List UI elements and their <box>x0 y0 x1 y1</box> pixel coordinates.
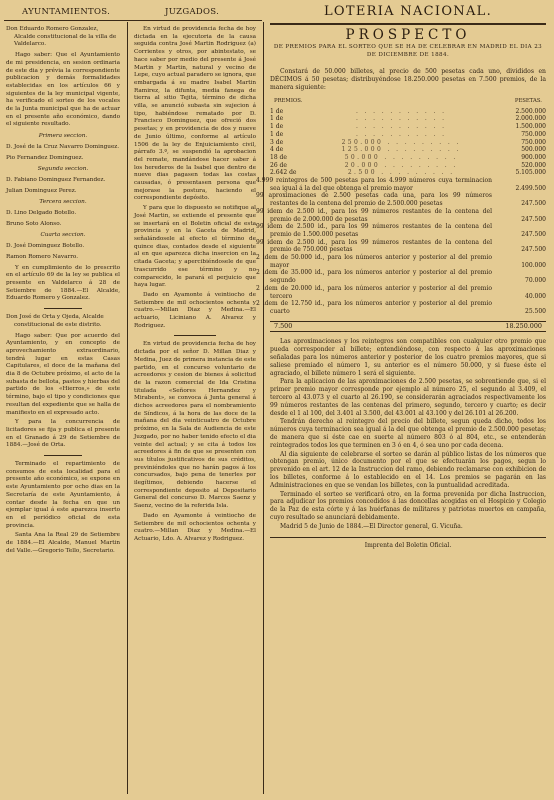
prize-detail: . . . . . . . . . . . <box>355 107 447 115</box>
edict-paragraph: En virtud de providencia fecha de hoy dictada en la ejecutoria de la causa seguida contra José Martin Rodriguez (a) Corrientes y otros, por abintestato, se hace saber por medio del presente á José Martin y Martin, natural y vecino de Lepe, cuyo actual paradero se ignora, que embargada á su madre Isabel Martin Ramirez, la difunta, media fanega de tierra al sitio Tejita, término de dicha villa, se anunció subasta sin sujecion á tipo, habiéndose rematado por D. Francisco Dominguez, que ofreció dos pesetas; y en providencia de dos y nueve de Junio último, conforme al artículo 1506 de la ley de Enjuiciamiento civil, párrafo 3.º, se suspendió la aprobacion del remate, mandándose hacer saber á los herederos de la Isabel que dentro de nueve dias pagasen todas las costas causadas, ó presentasen persona que mejorase la postura, haciendo el correspondiente depósito. <box>134 26 256 202</box>
prize-description: 2 idem de 12.750 id., para los números anterior y posterior al del premio cuarto <box>256 300 492 315</box>
member-name: Bruno Soto Alonso. <box>6 220 62 227</box>
prize-row <box>270 269 546 284</box>
prize-row <box>270 162 546 170</box>
prospecto-subtitle: DE PREMIOS PARA EL SORTEO QUE SE HA DE CELEBRAR EN MADRID EL DIA 23 DE DICIEMBRE DE 1884. <box>273 43 543 58</box>
prize-row <box>270 115 546 123</box>
member-name: Ramon Romero Navarro. <box>6 253 79 260</box>
prize-amount: 247.500 <box>521 215 546 223</box>
prize-description: 99 idem de 2.500 id., para los 99 números restantes de la centena del premio de 2.000.000 de pesetas <box>256 207 492 223</box>
pesetas-heading: PESETAS. <box>514 97 542 104</box>
prize-detail: 250.000 . . . . . . . . . <box>341 138 461 146</box>
prize-amount: 900.000 <box>521 153 546 161</box>
prize-amount: 750.000 <box>521 138 546 146</box>
separator-rule <box>174 335 215 336</box>
prize-label: 2.642 de <box>270 169 297 177</box>
member-name: D. José de la Cruz Navarro Dominguez. <box>6 143 120 150</box>
total-amount: 18.250.000 <box>505 321 542 330</box>
notice-body: Terminado el repartimiento de consumos de esta localidad para el presente año económico, se expone en este Ayuntamiento por ocho dias en la Secretaría de este Ayuntamiento, á contar desde la fecha en que un ejemplar igual á este aparezca inserto en el periódico oficial de esta provincia. <box>6 461 120 529</box>
prize-amount: 5.105.000 <box>515 169 546 177</box>
edict-signature: Dado en Ayamonte á veintiocho de Setiembre de mil ochocientos ochenta y cuatro.—Millan Diaz y Medina.—El actuario, Liciniano A. Alvarez y Rodriguez. <box>134 291 256 329</box>
prize-row <box>270 208 546 223</box>
rules-paragraph: Para la aplicacion de las aproximaciones de 2.500 pesetas, se sobrentiende que, si el primer premio mayor corresponde por ejemplo al número 25, el segundo al 3.409, el tercero al 43.073 y el cuarto al 26.190, se considerarán agraciados respectivamente los 99 números restantes de las centenas del primero, segundo, tercero y cuarto; es decir desde el 1 al 100, del 3.401 al 3.500, del 43.001 al 43.100 y del 26.101 al 26.200. <box>270 378 546 417</box>
prize-amount: 70.000 <box>525 277 546 285</box>
prize-amount: 247.500 <box>521 230 546 238</box>
director-signature: Madrid 5 de Junio de 1884.—El Director general, G. Vicuña. <box>280 522 463 530</box>
prize-table-header <box>270 98 546 106</box>
prize-detail: 2.500 . . . . . . . . . <box>347 169 455 177</box>
member-name: D. Lino Delgado Botello. <box>6 210 77 217</box>
prize-row <box>270 239 546 254</box>
prize-row <box>270 123 546 131</box>
notice-body: Hago saber: Que por acuerdo del Ayuntamiento, y en concepto de aprovechamiento extraordinario, tendrá lugar en estas Casas Capitulares, el doce de la mañana del dia 8 de Octubre próximo, el acto de la subasta de bellota, pastos y hierbas del partido de los «Hierros,» de este término, bajo el tipo y condiciones que resultan del expediente que se halla de manifiesto en el expresado acto. <box>6 332 120 416</box>
prize-row <box>270 154 546 162</box>
edict-signature: Dado en Ayamonte á veintiocho de Setiembre de mil ochocientos ochenta y cuatro.—Millan Diaz y Medina.—El Actuario, Ldo. A. Alvarez y Rodriguez. <box>134 512 256 542</box>
column-loteria <box>256 26 546 549</box>
notice-signature: Santa Ana la Real 29 de Setiembre de 1884.—El Alcalde, Manuel Martin del Valle.—Gregorio Tello, Secretario. <box>6 532 120 554</box>
prize-amount: 2.500.000 <box>515 107 546 115</box>
rules-paragraph: Las aproximaciones y los reintegros son compatibles con cualquier otro premio que pueda corresponder al billete; entendiéndose, con respecto á las aproximaciones señaladas para los números anterior y posterior de los cuatro premios mayores, que si saliese premiado el número 1, su anterior es el número 50.000, y si fuese éste el agraciado, el billete número 1 será el siguiente. <box>270 338 546 377</box>
prize-description: 2 idem de 50.000 id., para los números anterior y posterior al del premio mayor <box>256 254 492 269</box>
notice-body: Y para la concurrencia de licitadores se fija y publica el presente en el Granado á 29 de Setiembre de 1884.—José de Orta. <box>6 419 120 449</box>
column-divider <box>127 22 128 794</box>
rules-paragraph: Al dia siguiente de celebrarse el sorteo se darán al público listas de los números que obtengan premio, único documento por el que se efectuarán los pagos, segun lo prevenido en el art. 12 de la Instruccion del ramo, debiendo reclamarse con exhibicion de los billetes, conforme á lo establecido en el 14. Los premios se pagarán en las Administraciones en que se vendan los billetes, con la puntualidad acreditada. <box>270 450 546 489</box>
prize-label: 18 de <box>270 153 287 161</box>
section-header-loteria: LOTERIA NACIONAL. <box>323 4 493 19</box>
prize-row <box>270 254 546 269</box>
notice-body: Hago saber: Que el Ayuntamiento de mi presidencia, en sesion ordinaria de este dia y prévia la correspondiente publicacion y demás formalidades establecidas en los artículos 66 y siguientes de la ley municipal vigente, ha verificado el sorteo de los vocales de la Junta municipal que ha de actuar en el presente año económico, dando el siguiente resultado. <box>6 52 120 128</box>
notice-closing: Y en cumplimiento de lo prescrito en el artículo 69 de la ley se publica el presente en Valdelarco á 28 de Setiembre de 1884.—El Alcalde, Eduardo Romero y Gonzalez. <box>6 264 120 302</box>
prize-amount: 247.500 <box>521 246 546 254</box>
edict-paragraph: En virtud de providencia fecha de hoy dictada por el señor D. Millan Diaz y Medina, Juez de primera instancia de este partido, en el concurso voluntario de acreedores y cesion de bienes á solicitud de la razon comercial de Ida Cristina titulada «Señores Hernandez y Mirabent», se convoca á Junta general á dichos acreedores para el nombramiento de Síndicos, á la hora de las doce de la mañana del dia veinticuatro de Octubre próximo, en la Sala de Audiencia de este Juzgado, por no haber tenido efecto el dia veinte del actual; y se cita á todos los acreedores á fin de que se presenten con sus títulos justificativos de sus créditos, previniéndoles que no harán pagos á los concursados, bajo pena de tenerles por ilegítimos, debiendo hacerse el correspondiente deposito al Depositario General del concurso D. Marcos Saenz y Saenz, vecino de la referida Isla. <box>134 341 256 510</box>
prize-amount: 247.500 <box>521 200 546 208</box>
prize-amount: 500.000 <box>521 146 546 154</box>
prize-label: 1 de <box>270 115 284 123</box>
prize-description: 2 idem de 20.000 id., para los números anterior y posterior al del premio tercero <box>256 284 492 300</box>
prize-amount: 2.499.500 <box>515 184 546 192</box>
section-title: Tercera seccion. <box>39 199 87 206</box>
printer-imprint: Imprenta del Boletin Oficial. <box>364 541 452 549</box>
prize-detail: 50.000 . . . . . . . . . <box>344 153 458 161</box>
prize-detail: . . . . . . . . . . . <box>355 130 447 138</box>
prize-total-row <box>270 321 546 333</box>
prize-label: 1 de <box>270 123 284 131</box>
prize-label: 26 de <box>270 161 287 169</box>
prize-amount: 40.000 <box>525 292 546 300</box>
separator-rule <box>44 308 83 309</box>
prize-description: 99 idem de 2.500 id., para los 99 números restantes de la centena del premio de 1.500.000 pesetas <box>256 223 492 238</box>
prize-detail: 20.000 . . . . . . . . . <box>344 161 458 169</box>
prize-table <box>256 107 546 316</box>
column-divider <box>263 22 264 794</box>
section-header-ayuntamientos: AYUNTAMIENTOS. <box>22 7 111 17</box>
prospecto-title: PROSPECTO <box>345 27 471 43</box>
prize-amount: 1.500.000 <box>515 123 546 131</box>
loteria-rule <box>270 23 546 25</box>
prize-label: 3 de <box>270 138 284 146</box>
prize-detail: 125.000 . . . . . . . . . <box>341 146 461 154</box>
separator-rule <box>44 455 83 456</box>
prize-row <box>270 300 546 315</box>
prize-label: 4 de <box>270 146 284 154</box>
edict-paragraph: Y para que lo dispuesto se notifique al José Martin, se extiende el presente que se insertará en el Boletin oficial de esta provincia y en la Gaceta de Madrid, señalándosele al efecto el término de quince dias, contados desde el siguiente al en que aparezca dicha insercion en la citada Gaceta; y apercibiéndosele de que trascurrido ese término y no comparecido, le parará el perjuicio que haya lugar. <box>134 205 256 289</box>
prize-row <box>270 139 546 147</box>
prize-detail: . . . . . . . . . . . <box>355 115 447 123</box>
prize-row <box>270 223 546 238</box>
section-title: Primera seccion. <box>38 133 88 140</box>
prize-row <box>270 177 546 192</box>
member-name: D. José Dominguez Botello. <box>6 243 85 250</box>
prize-row <box>270 146 546 154</box>
section-title: Segunda seccion. <box>37 166 89 173</box>
prize-row <box>270 285 546 300</box>
prize-amount: 520.000 <box>521 161 546 169</box>
prize-description: 4.999 reintegros de 500 pesetas para los 4.999 números cuya terminacion sea igual á la del que obtenga el premio mayor <box>256 177 492 192</box>
column-ayuntamientos <box>6 26 120 557</box>
prize-description: 99 aproximaciones de 2.500 pesetas cada una, para los 99 números restantes de la centena del premio de 2.500.000 pesetas <box>256 192 492 208</box>
premios-heading: PREMIOS. <box>274 97 303 104</box>
column-juzgados <box>134 26 256 546</box>
prize-label: 1 de <box>270 107 284 115</box>
prize-row <box>270 169 546 177</box>
member-name: Julian Dominguez Perez. <box>6 187 77 194</box>
notice-opening: Don José de Orta y Ojeda, Alcalde constitucional de este distrito. <box>6 314 104 328</box>
prize-row <box>270 131 546 139</box>
prize-amount: 2.000.000 <box>515 115 546 123</box>
section-title: Cuarta seccion. <box>40 232 86 239</box>
member-name: Pio Fernandez Dominguez. <box>6 154 84 161</box>
member-name: D. Fabiano Dominguez Fernandez. <box>6 176 106 183</box>
prize-row <box>270 108 546 116</box>
rules-paragraph: Tendrán derecho al reintegro del precio del billete, segun queda dicho, todos los números cuya terminacion sea igual á la del que obtenga el premio de 2.500.000 pesetas; de manera que si éste cae en suerte al número 803 ó al 804, etc., se entenderán reintegrados todos los que terminen en 3 ó en 4, ó sea uno por cada decena. <box>270 418 546 449</box>
section-header-juzgados: JUZGADOS. <box>165 7 220 17</box>
prize-amount: 750.000 <box>521 130 546 138</box>
prize-amount: 100.000 <box>521 261 546 269</box>
notice-opening: Don Eduardo Romero Gonzalez, Alcalde constitucional de la villa de Valdelarco. <box>6 26 117 48</box>
prize-label: 1 de <box>270 130 284 138</box>
prize-description: 2 idem de 35.000 id., para los números anterior y posterior al del premio segundo <box>256 269 492 285</box>
rules-paragraph: Terminado el sorteo se verificará otro, en la forma prevenida por dicha Instruccion, para adjudicar los premios concedidos á las doncellas acogidas en el Hospicio y Colegio de la Paz de esta córte y á las huérfanas de militares y patriotas muertos en campaña, cuyo resultado se anunciará debidamente. <box>270 490 546 521</box>
prize-row <box>270 192 546 207</box>
total-count: 7.500 <box>274 321 293 330</box>
prize-description: 99 idem de 2.500 id., para los 99 números restantes de la centena del premio de 750.000 pesetas <box>256 238 492 254</box>
footer-rule <box>270 537 546 538</box>
prize-detail: . . . . . . . . . . . <box>355 123 447 131</box>
header-rule <box>4 20 262 21</box>
prospecto-intro: Constará de 50.000 billetes, al precio de 500 pesetas cada uno, divididos en DÉCIMOS á 50 pesetas; distribuyéndose 18.250.000 pesetas en 7.500 premios, de la manera siguiente: <box>270 67 546 91</box>
prize-amount: 25.500 <box>525 307 546 315</box>
